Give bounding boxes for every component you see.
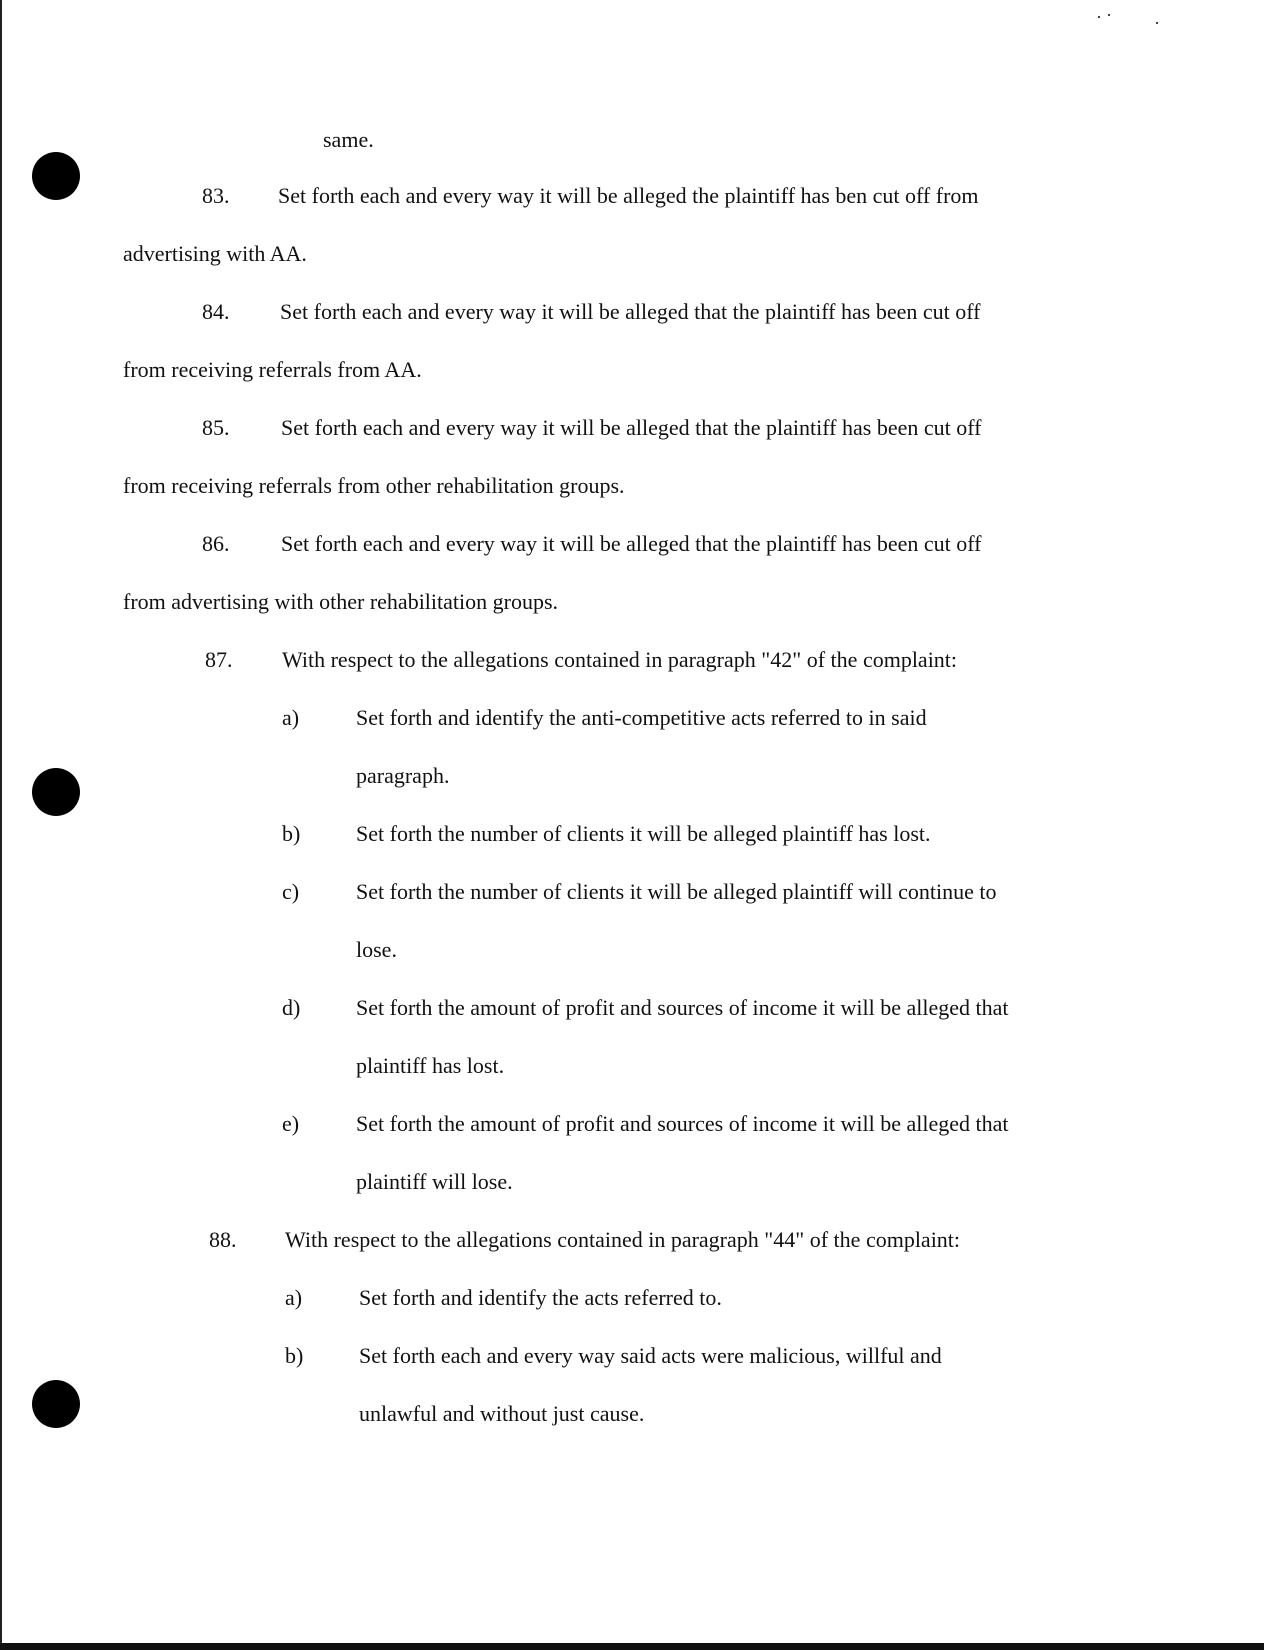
line-text: Set forth and identify the anti-competitive acts referred to in said (356, 705, 927, 730)
line-text: unlawful and without just cause. (359, 1401, 645, 1426)
line-text: Set forth each and every way it will be alleged that the plaintiff has been cut off (281, 415, 982, 440)
paragraph-number: 84. (202, 299, 230, 324)
line-text: Set forth the amount of profit and sources of income it will be alleged that (356, 1111, 1009, 1136)
punch-hole (32, 152, 80, 200)
paragraph-number: 86. (202, 531, 230, 556)
line-text: Set forth the number of clients it will be alleged plaintiff has lost. (356, 821, 931, 846)
subitem-letter: a) (282, 705, 300, 730)
scan-left-edge (0, 0, 2, 1650)
scan-bottom-edge (0, 1643, 1264, 1650)
scan-speck (1098, 16, 1100, 18)
line-text: lose. (356, 937, 397, 962)
line-text: Set forth and identify the acts referred to. (359, 1285, 722, 1310)
paragraph-number: 88. (209, 1227, 237, 1252)
punch-hole (32, 1380, 80, 1428)
line-text: same. (323, 127, 374, 152)
subitem-letter: d) (282, 995, 301, 1020)
line-text: With respect to the allegations contained in paragraph "44" of the complaint: (285, 1227, 961, 1252)
line-text: Set forth the number of clients it will be alleged plaintiff will continue to (356, 879, 997, 904)
line-text: Set forth each and every way said acts were malicious, willful and (359, 1343, 942, 1368)
line-text: Set forth each and every way it will be alleged that the plaintiff has been cut off (280, 299, 981, 324)
line-text: With respect to the allegations contained in paragraph "42" of the complaint: (282, 647, 958, 672)
subitem-letter: b) (285, 1343, 304, 1368)
subitem-letter: e) (282, 1111, 300, 1136)
line-text: Set forth each and every way it will be alleged the plaintiff has ben cut off from (278, 183, 979, 208)
scan-speck (1108, 14, 1110, 16)
line-text: from receiving referrals from other rehabilitation groups. (123, 473, 625, 498)
subitem-letter: a) (285, 1285, 303, 1310)
line-text: paragraph. (356, 763, 450, 788)
subitem-letter: c) (282, 879, 300, 904)
line-text: Set forth the amount of profit and sources of income it will be alleged that (356, 995, 1009, 1020)
scan-speck (1156, 22, 1158, 24)
subitem-letter: b) (282, 821, 301, 846)
paragraph-number: 85. (202, 415, 230, 440)
line-text: plaintiff has lost. (356, 1053, 505, 1078)
line-text: plaintiff will lose. (356, 1169, 513, 1194)
paragraph-number: 87. (205, 647, 233, 672)
punch-hole (32, 768, 80, 816)
line-text: from receiving referrals from AA. (123, 357, 422, 382)
line-text: advertising with AA. (123, 241, 307, 266)
line-text: Set forth each and every way it will be alleged that the plaintiff has been cut off (281, 531, 982, 556)
line-text: from advertising with other rehabilitation groups. (123, 589, 559, 614)
paragraph-number: 83. (202, 183, 230, 208)
